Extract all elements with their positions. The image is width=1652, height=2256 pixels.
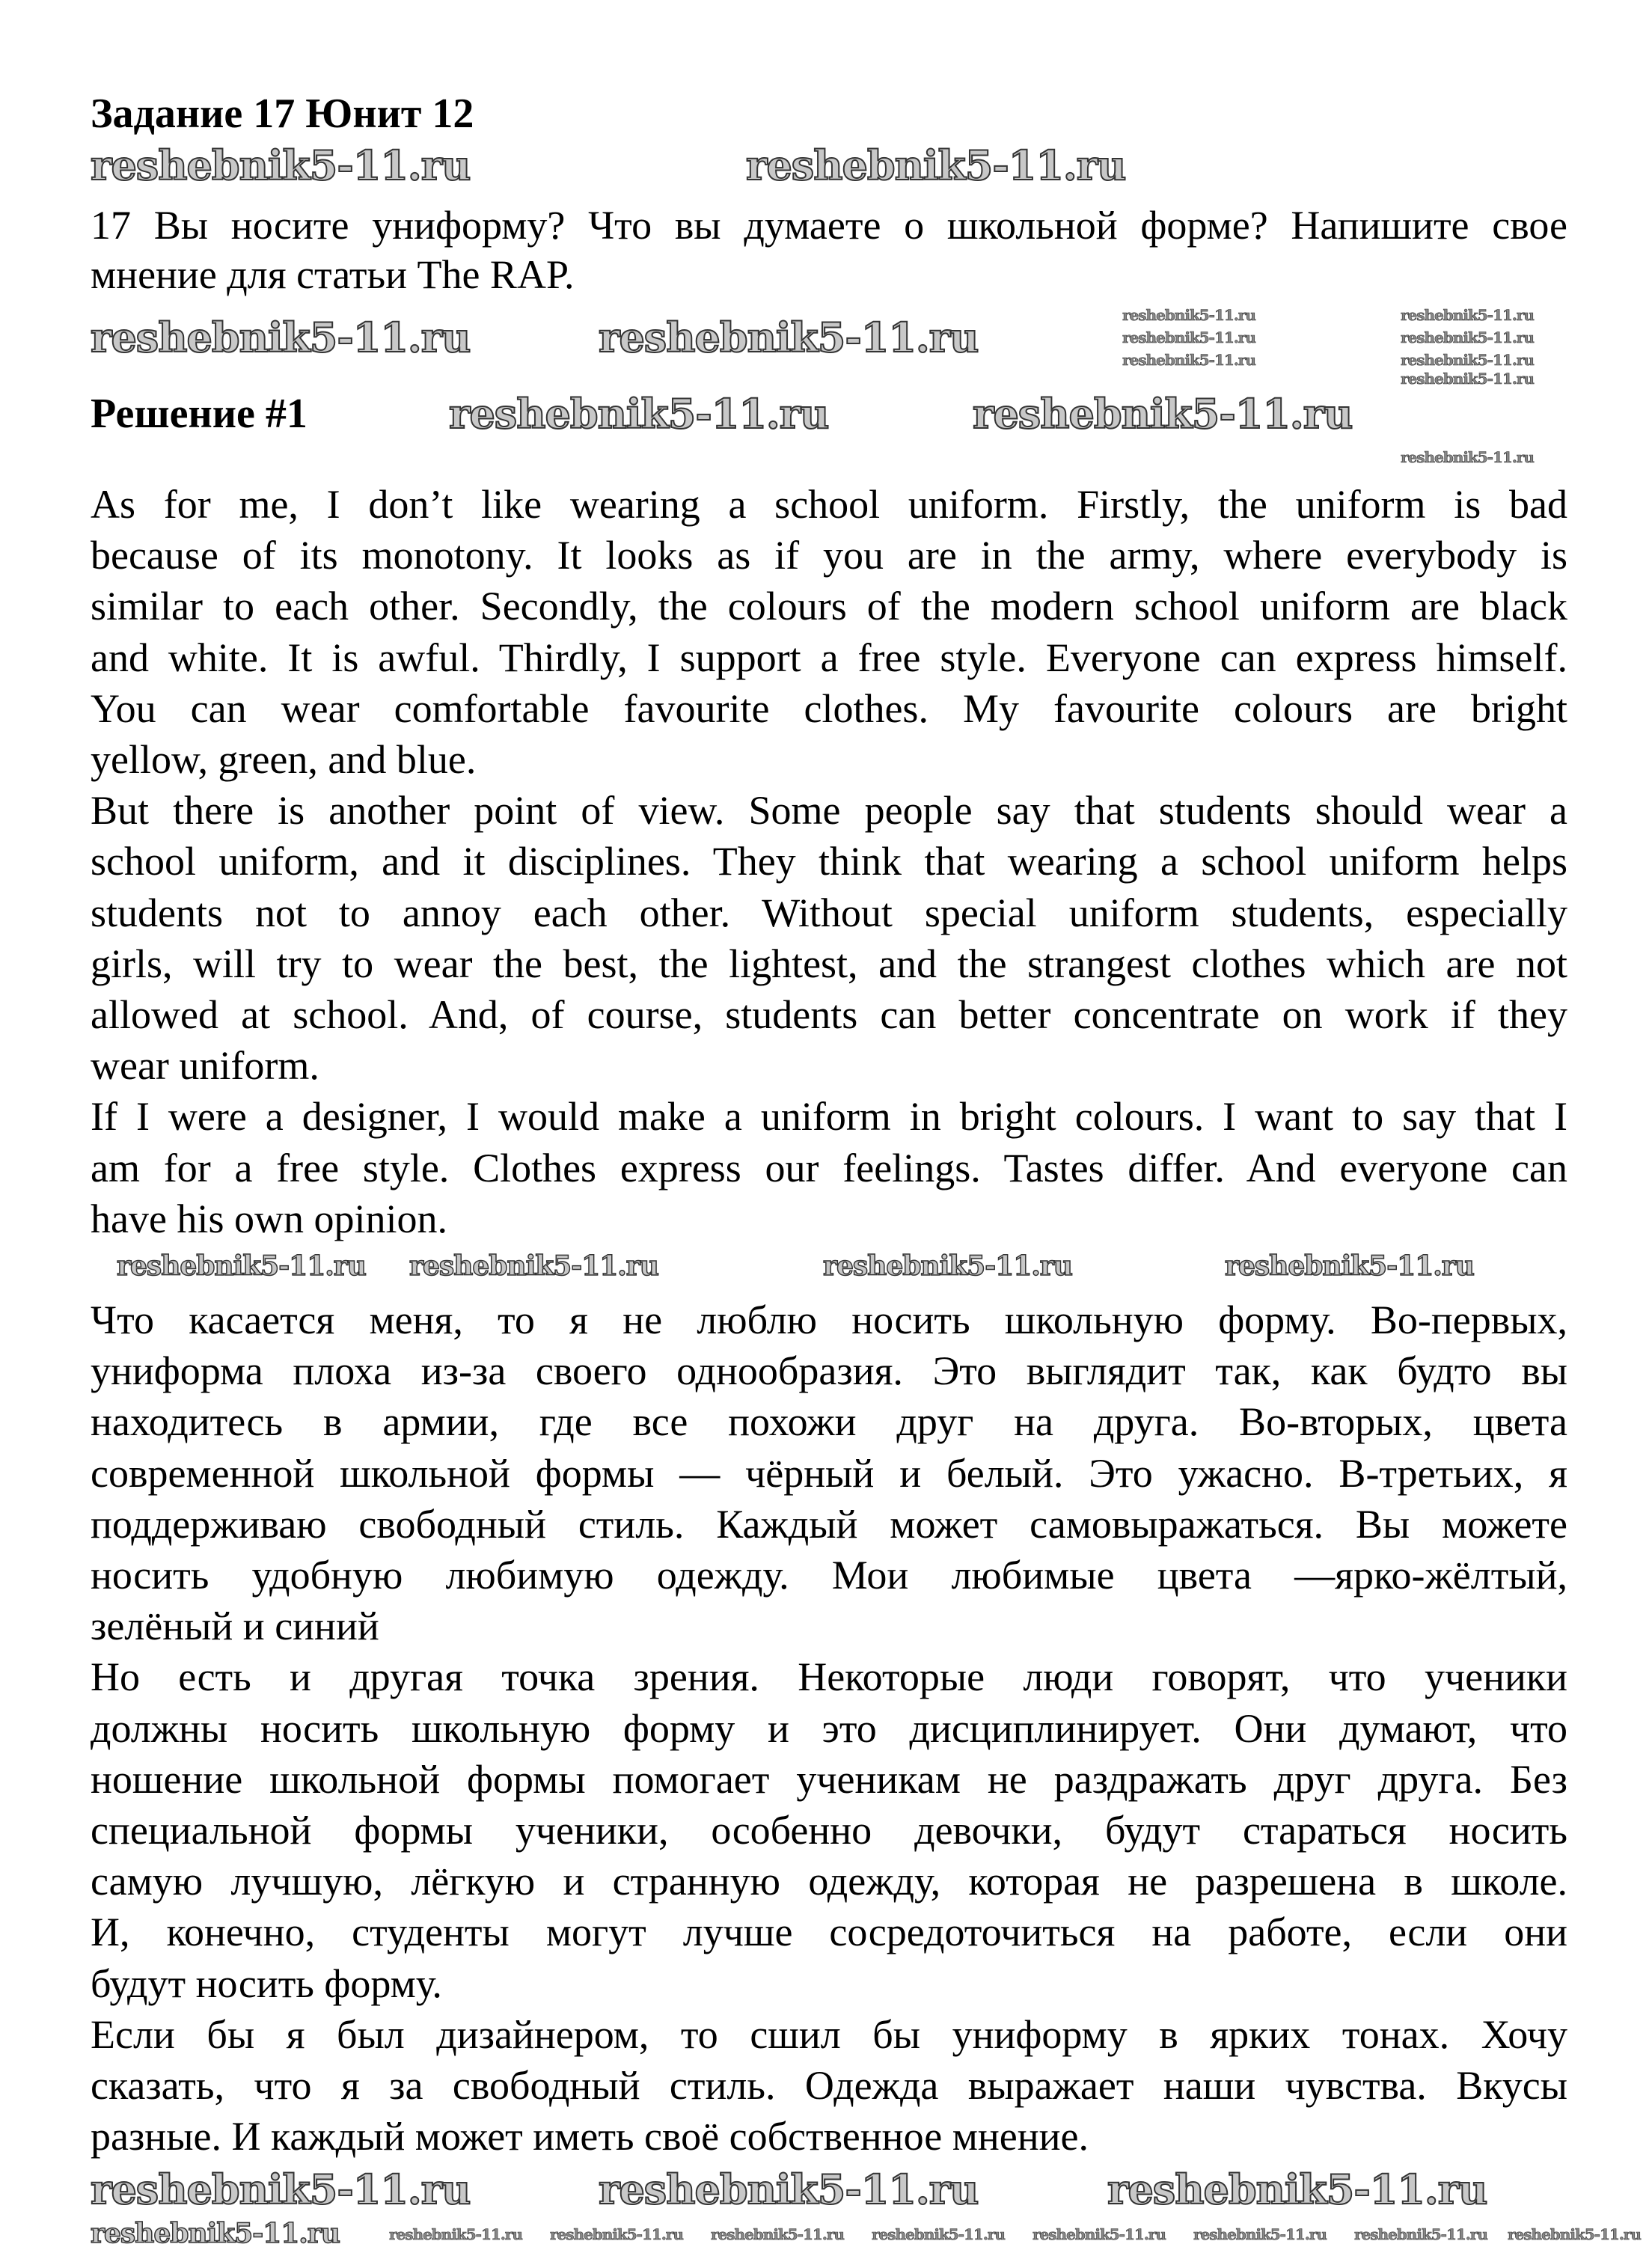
watermark: reshebnik5-11.ru — [91, 2218, 340, 2249]
russian-line: специальной формы ученики, особенно девочки, будут стараться носить — [91, 1808, 1567, 1853]
watermark: reshebnik5-11.ru — [872, 2225, 1005, 2243]
watermark: reshebnik5-11.ru — [409, 1250, 658, 1282]
russian-line: Но есть и другая точка зрения. Некоторые люди говорят, что ученики — [91, 1654, 1567, 1700]
russian-line: будут носить форму. — [91, 1960, 442, 2006]
watermark: reshebnik5-11.ru — [1401, 328, 1534, 346]
english-line: You can wear comfortable favourite clothes. My favourite colours are bright — [91, 685, 1567, 731]
english-line: school uniform, and it disciplines. They think that wearing a school uniform helps — [91, 839, 1567, 884]
english-line: because of its monotony. It looks as if you are in the army, where everybody is — [91, 533, 1567, 578]
russian-line: ношение школьной формы помогает ученикам не раздражать друг друга. Без — [91, 1756, 1567, 1802]
english-line: and white. It is awful. Thirdly, I support a free style. Everyone can express himself. — [91, 635, 1567, 680]
english-line: have his own opinion. — [91, 1196, 447, 1241]
watermark: reshebnik5-11.ru — [1032, 2225, 1166, 2243]
english-line: students not to annoy each other. Without special uniform students, especially — [91, 890, 1567, 935]
watermark: reshebnik5-11.ru — [1401, 351, 1534, 369]
watermark: reshebnik5-11.ru — [91, 314, 471, 361]
english-line: yellow, green, and blue. — [91, 737, 477, 782]
page-title: Задание 17 Юнит 12 — [91, 91, 474, 137]
english-line: girls, will try to wear the best, the lightest, and the strangest clothes which are not — [91, 941, 1567, 986]
english-line: am for a free style. Clothes express our feelings. Tastes differ. And everyone can — [91, 1145, 1567, 1190]
english-line: wear uniform. — [91, 1043, 319, 1089]
russian-line: разные. И каждый может иметь своё собственное мнение. — [91, 2114, 1089, 2159]
watermark: reshebnik5-11.ru — [449, 390, 829, 438]
watermark: reshebnik5-11.ru — [599, 2165, 979, 2213]
watermark: reshebnik5-11.ru — [1122, 306, 1255, 324]
russian-line: поддерживаю свободный стиль. Каждый может самовыражаться. Вы можете — [91, 1501, 1567, 1547]
russian-line: И, конечно, студенты могут лучше сосредоточиться на работе, если они — [91, 1910, 1567, 1955]
russian-line: самую лучшую, лёгкую и странную одежду, которая не разрешена в школе. — [91, 1859, 1567, 1904]
watermark: reshebnik5-11.ru — [550, 2225, 683, 2243]
question-line: мнение для статьи The RAP. — [91, 252, 575, 297]
english-line: allowed at school. And, of course, students can better concentrate on work if they — [91, 992, 1567, 1037]
watermark: reshebnik5-11.ru — [746, 141, 1126, 189]
english-line: But there is another point of view. Some people say that students should wear a — [91, 788, 1567, 834]
watermark: reshebnik5-11.ru — [117, 1250, 366, 1282]
russian-line: сказать, что я за свободный стиль. Одежда выражает наши чувства. Вкусы — [91, 2063, 1567, 2108]
watermark: reshebnik5-11.ru — [1107, 2165, 1487, 2213]
watermark: reshebnik5-11.ru — [823, 1250, 1072, 1282]
russian-line: зелёный и синий — [91, 1604, 379, 1649]
watermark: reshebnik5-11.ru — [1122, 351, 1255, 369]
watermark: reshebnik5-11.ru — [389, 2225, 522, 2243]
watermark: reshebnik5-11.ru — [973, 390, 1353, 438]
watermark: reshebnik5-11.ru — [1508, 2225, 1641, 2243]
solution-heading: Решение #1 — [91, 391, 308, 437]
russian-line: Если бы я был дизайнером, то сшил бы униформу в ярких тонах. Хочу — [91, 2011, 1567, 2057]
russian-line: Что касается меня, то я не люблю носить школьную форму. Во-первых, — [91, 1297, 1567, 1342]
english-line: similar to each other. Secondly, the colours of the modern school uniform are black — [91, 584, 1567, 629]
watermark: reshebnik5-11.ru — [91, 141, 471, 189]
watermark: reshebnik5-11.ru — [1354, 2225, 1487, 2243]
russian-line: носить удобную любимую одежду. Мои любимые цвета —ярко-жёлтый, — [91, 1553, 1567, 1598]
question-line: 17 Вы носите униформу? Что вы думаете о школьной форме? Напишите свое — [91, 203, 1567, 248]
english-line: If I were a designer, I would make a uniform in bright colours. I want to say that I — [91, 1094, 1567, 1140]
watermark: reshebnik5-11.ru — [1401, 448, 1534, 466]
watermark: reshebnik5-11.ru — [1193, 2225, 1327, 2243]
watermark: reshebnik5-11.ru — [599, 314, 979, 361]
russian-line: современной школьной формы — чёрный и белый. Это ужасно. В-третьих, я — [91, 1450, 1567, 1496]
watermark: reshebnik5-11.ru — [711, 2225, 844, 2243]
watermark: reshebnik5-11.ru — [1122, 328, 1255, 346]
watermark: reshebnik5-11.ru — [1225, 1250, 1474, 1282]
watermark: reshebnik5-11.ru — [1401, 370, 1534, 388]
english-line: As for me, I don’t like wearing a school uniform. Firstly, the uniform is bad — [91, 482, 1567, 527]
russian-line: находитесь в армии, где все похожи друг на друга. Во-вторых, цвета — [91, 1399, 1567, 1445]
watermark: reshebnik5-11.ru — [1401, 306, 1534, 324]
russian-line: должны носить школьную форму и это дисциплинирует. Они думают, что — [91, 1705, 1567, 1751]
russian-line: униформа плоха из-за своего однообразия. Это выглядит так, как будто вы — [91, 1348, 1567, 1394]
watermark: reshebnik5-11.ru — [91, 2165, 471, 2213]
